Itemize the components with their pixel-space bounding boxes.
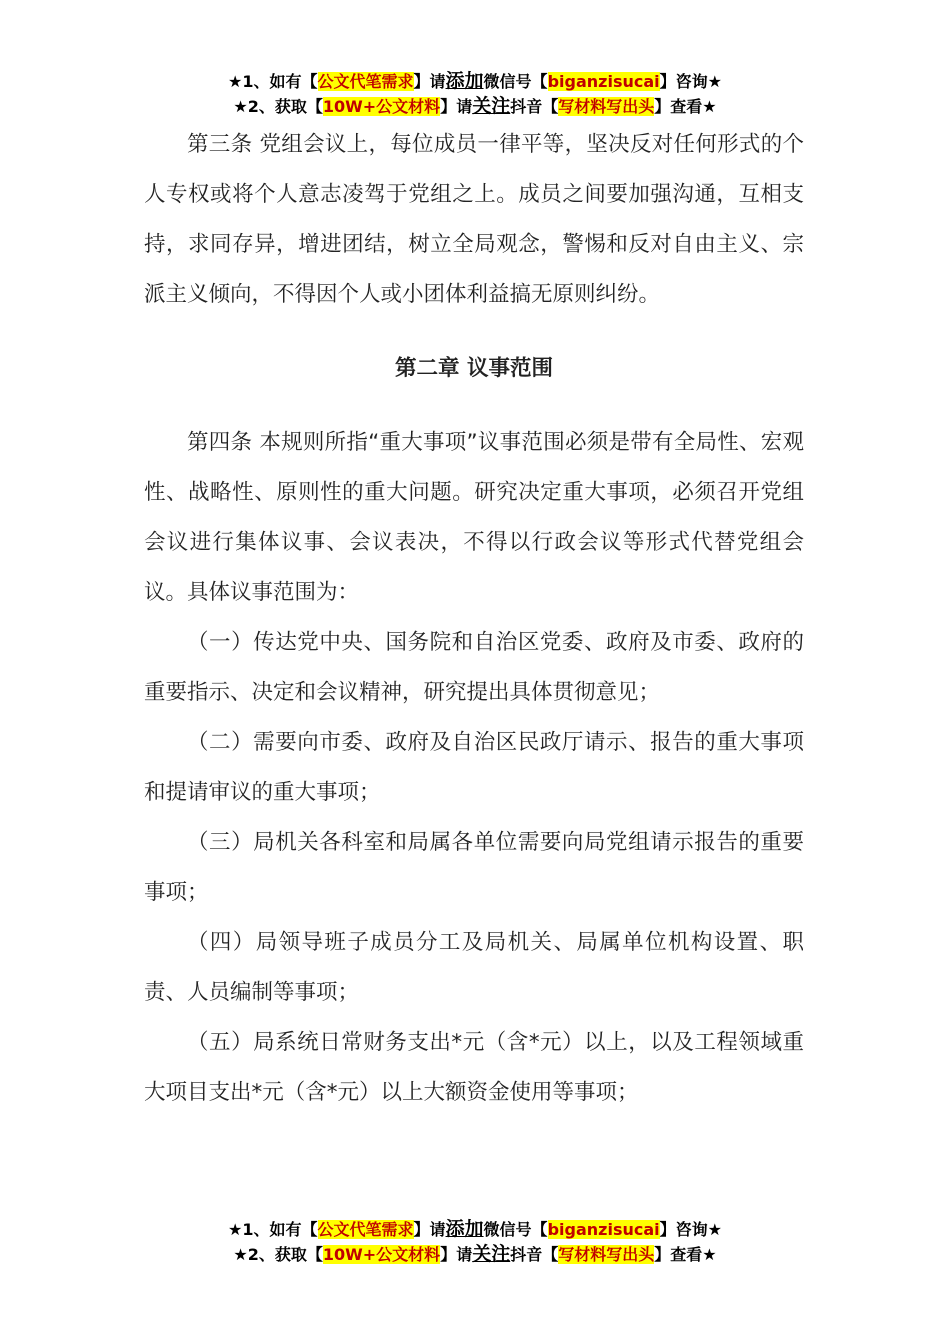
banner-emphasis: 关注	[472, 95, 511, 117]
banner-highlight: 公文代笔需求	[317, 1220, 414, 1239]
banner-text: 抖音【	[510, 1245, 559, 1264]
banner-douyin-id: 写材料写出头	[558, 1245, 655, 1264]
banner-line-2	[0, 1242, 950, 1267]
banner-line-2	[0, 94, 950, 119]
banner-text: 抖音【	[510, 97, 559, 116]
banner-douyin-id: 写材料写出头	[558, 97, 655, 116]
article-4	[144, 418, 804, 1118]
article-3	[144, 120, 804, 320]
banner-line-1	[0, 1217, 950, 1242]
bottom-banner	[0, 1217, 950, 1267]
banner-line-1	[0, 69, 950, 94]
list-item: （二）需要向市委、政府及自治区民政厅请示、报告的重大事项和提请审议的重大事项；	[144, 730, 804, 805]
banner-wechat-id: biganzisucai	[547, 1220, 660, 1239]
banner-emphasis: 添加	[445, 70, 484, 92]
banner-emphasis: 关注	[472, 1243, 511, 1265]
banner-text: ★1、如有【	[228, 72, 318, 91]
banner-text: ★2、获取【	[233, 1245, 323, 1264]
article-4-text: 第四条 本规则所指“重大事项”议事范围必须是带有全局性、宏观性、战略性、原则性的重大问题。研究决定重大事项，必须召开党组会议进行集体议事、会议表决，不得以行政会议等形式代替党组会议。具体议事范围为：	[144, 430, 804, 605]
banner-text: 】请	[413, 72, 446, 91]
banner-text: 】查看★	[654, 97, 717, 116]
banner-text: ★2、获取【	[233, 97, 323, 116]
list-item: （四）局领导班子成员分工及局机关、局属单位机构设置、职责、人员编制等事项；	[144, 930, 804, 1005]
banner-emphasis: 添加	[445, 1218, 484, 1240]
top-banner	[0, 69, 950, 119]
list-item: （三）局机关各科室和局属各单位需要向局党组请示报告的重要事项；	[144, 830, 804, 905]
chapter-2-heading	[144, 344, 804, 394]
banner-text: ★1、如有【	[228, 1220, 318, 1239]
banner-text: 】请	[413, 1220, 446, 1239]
banner-text: 】请	[440, 97, 473, 116]
banner-text: 】请	[440, 1245, 473, 1264]
banner-highlight: 公文代笔需求	[317, 72, 414, 91]
banner-highlight: 10W+公文材料	[322, 1245, 441, 1264]
chapter-title: 第二章 议事范围	[395, 356, 553, 381]
banner-text: 】咨询★	[659, 72, 722, 91]
banner-text: 】查看★	[654, 1245, 717, 1264]
banner-text: 微信号【	[483, 72, 548, 91]
list-item: （一）传达党中央、国务院和自治区党委、政府及市委、政府的重要指示、决定和会议精神，研究提出具体贯彻意见；	[144, 630, 804, 705]
banner-text: 微信号【	[483, 1220, 548, 1239]
banner-highlight: 10W+公文材料	[322, 97, 441, 116]
banner-text: 】咨询★	[659, 1220, 722, 1239]
list-item: （五）局系统日常财务支出*元（含*元）以上，以及工程领域重大项目支出*元（含*元）以上大额资金使用等事项；	[144, 1030, 804, 1105]
article-3-text: 第三条 党组会议上，每位成员一律平等，坚决反对任何形式的个人专权或将个人意志凌驾于党组之上。成员之间要加强沟通，互相支持，求同存异，增进团结，树立全局观念，警惕和反对自由主义、宗派主义倾向，不得因个人或小团体利益搞无原则纠纷。	[144, 132, 804, 307]
banner-wechat-id: biganzisucai	[547, 72, 660, 91]
